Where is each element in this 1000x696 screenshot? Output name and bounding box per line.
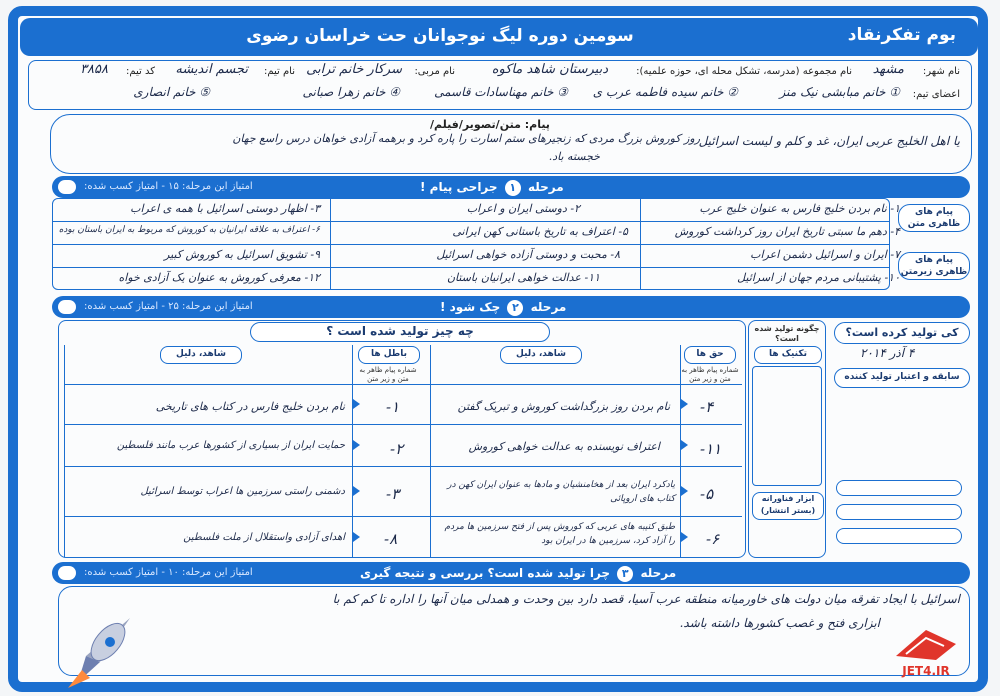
row1-truth-evidence: نام بردن روز بزرگداشت کوروش و تبریک گفتن — [457, 400, 670, 413]
member-5: ⑤ خانم انصاری — [133, 85, 210, 99]
who-value: ۴ آذر ۲۰۱۴ — [860, 346, 915, 360]
row1-false-evidence: نام بردن خلیج فارس در کتاب های تاریخی — [155, 400, 345, 413]
group-label: نام مجموعه (مدرسه، تشکل محله ای، حوزه علمیه): — [636, 66, 852, 77]
arrow-icon — [353, 440, 360, 450]
stage3-score: امتیاز این مرحله: ۱۰ - امتیاز کسب شده: — [84, 567, 253, 578]
group-value: دبیرستان شاهد ماکوه — [491, 62, 608, 77]
apparent-messages-label: پیام های ظاهری متن — [898, 204, 970, 232]
row4-false-num: ۸- — [384, 530, 398, 548]
coach-value: سرکار خانم ترابی — [306, 62, 402, 77]
s1-item-10: ۱۰- پشتیبانی مردم جهان از اسرائیل — [737, 271, 900, 284]
row3-truth-num: ۵- — [700, 485, 714, 503]
member-4: ④ خانم زهرا صبانی — [302, 85, 400, 99]
s1-item-5: ۵- اعتراف به تاریخ باستانی کهن ایرانی — [452, 225, 628, 238]
stage2-label: مرحله — [530, 300, 567, 314]
s1-item-12: ۱۲- معرفی کوروش به عنوان یک آزادی خواه — [118, 271, 320, 284]
hidden-messages-label: پیام های ظاهری زیرمتن — [898, 252, 970, 280]
row4-truth-num: ۶- — [706, 530, 720, 548]
stage1-knob — [58, 180, 76, 194]
tools-label: ابزار فناورانه (بستر انتشار) — [752, 492, 824, 520]
s1-item-2: ۲- دوستی ایران و اعراب — [466, 202, 580, 215]
row2-false-evidence: حمایت ایران از بسیاری از کشورها عرب مانند فلسطین — [116, 440, 345, 451]
row1-false-num: ۱- — [386, 398, 400, 416]
conclusion-line-2: ابزاری فتح و غصب کشورها داشته باشد. — [679, 616, 880, 630]
watermark-text: JET4.IR — [902, 664, 950, 678]
col-truths: حق ها — [684, 346, 736, 364]
answer-slot-3 — [836, 528, 962, 544]
col-falsehoods-sub: شماره پیام ظاهر به متن و زیر متن — [359, 366, 417, 383]
s1-item-9: ۹- تشویق اسرائیل به کوروش کبیر — [164, 248, 320, 261]
stage1-label: مرحله — [527, 180, 564, 194]
s1-item-7: ۷- ایران و اسرائیل دشمن اعراب — [750, 248, 900, 261]
col-truths-sub: شماره پیام ظاهر به متن و زیر متن — [681, 366, 739, 383]
col-evidence2: شاهد، دلیل — [160, 346, 242, 364]
stage1-score: امتیاز این مرحله: ۱۵ - امتیاز کسب شده: — [84, 181, 253, 192]
stage2-knob — [58, 300, 76, 314]
answer-slot-1 — [836, 480, 962, 496]
stage3-label: مرحله — [640, 566, 677, 580]
techniques-area — [752, 366, 822, 486]
coach-label: نام مربی: — [414, 66, 455, 77]
arrow-icon — [353, 486, 360, 496]
team-label: نام تیم: — [263, 66, 295, 77]
member-1: ① خانم مبابشی نیک منز — [779, 85, 900, 99]
row2-truth-num: ۱۱- — [700, 440, 722, 458]
col-falsehoods: باطل ها — [358, 346, 420, 364]
code-label: کد تیم: — [125, 66, 155, 77]
row4-truth-evidence: طبق کتیبه های عربی که کوروش پس از فتح سرزمین ها مردم را آزاد کرد، سرزمین ها در ایران بود — [444, 522, 675, 546]
conclusion-line-1: اسرائیل با ایجاد تفرقه میان دولت های خاورمیانه منطقه عرب آسیا، قصد دارد بین وحدت و همدلی میان آنها را اداره تا کم کم با — [332, 592, 960, 606]
stage1-number: ۱ — [505, 180, 521, 196]
stage2-score: امتیاز این مرحله: ۲۵ - امتیاز کسب شده: — [84, 301, 253, 312]
row2-truth-evidence: اعتراف نویسنده به عدالت خواهی کوروش — [468, 440, 660, 453]
header-bar — [20, 18, 978, 56]
s1-item-3: ۳- اظهار دوستی اسرائیل با همه ی اعراب — [130, 202, 320, 215]
city-label: نام شهر: — [922, 66, 960, 77]
watermark-logo — [886, 624, 966, 680]
team-value: تجسم اندیشه — [175, 62, 248, 77]
techniques-label: تکنیک ها — [754, 346, 822, 364]
arrow-icon — [681, 486, 688, 496]
members-label: اعضای تیم: — [912, 89, 960, 100]
row3-truth-evidence: یادکرد ایران بعد از هخامنشیان و مادها به عنوان ایران کهن در کتاب های اروپائی — [447, 480, 675, 504]
code-value: ۳۸۵۸ — [80, 62, 108, 77]
stage1-name: جراحی پیام ! — [420, 180, 498, 194]
row3-false-evidence: دشمنی راستی سرزمین ها اعراب توسط اسرائیل — [140, 486, 345, 497]
s1-item-8: ۸- محبت و دوستی آزاده خواهی اسرائیل — [436, 248, 620, 261]
stage2-number: ۲ — [507, 300, 523, 316]
col-evidence: شاهد، دلیل — [500, 346, 582, 364]
arrow-icon — [353, 532, 360, 542]
answer-slot-2 — [836, 504, 962, 520]
member-3: ③ خانم مهناسادات قاسمی — [434, 85, 568, 99]
message-text-2: روز کوروش بزرگ مردی که زنجیرهای ستم اسارت را پاره کرد و برهمه آزادی خواهان درس راسع جهان — [232, 132, 700, 145]
row1-truth-num: ۴- — [700, 398, 714, 416]
s1-item-4: ۴- دهم ما سبتی تاریخ ایران روز کرداشت کوروش — [674, 225, 900, 238]
credibility-title: سابقه و اعتبار تولید کننده — [834, 368, 970, 388]
arrow-icon — [353, 399, 360, 409]
arrow-icon — [681, 399, 688, 409]
member-2: ② خانم سیده فاطمه عرب ی — [592, 85, 738, 99]
who-title: کی تولید کرده است؟ — [834, 322, 970, 344]
page-title: سومین دوره لیگ نوجوانان حت خراسان رضوی — [246, 26, 634, 46]
arrow-icon — [681, 532, 688, 542]
watermark-icon — [886, 624, 966, 664]
message-text-1: یا اهل الخلیج عربی ایران، غد و کلم و لیست اسرائیل — [698, 134, 960, 148]
city-value: مشهد — [872, 62, 904, 77]
s1-item-1: ۱- نام بردن خلیج فارس به عنوان خلیج عرب — [699, 202, 900, 215]
arrow-icon — [681, 440, 688, 450]
stage1-title — [420, 180, 564, 196]
stage3-title — [360, 566, 676, 582]
row4-false-evidence: اهدای آزادی واستقلال از ملت فلسطین — [183, 532, 345, 543]
stage2-name: چک شود ! — [440, 300, 501, 314]
s1-item-6: ۶- اعتراف به علاقه ایرانیان به کوروش که مربوط به ایران باستان بوده — [58, 225, 320, 235]
stage3-number: ۳ — [617, 566, 633, 582]
stage2-title — [440, 300, 566, 316]
stage3-knob — [58, 566, 76, 580]
brand-title: بوم تفکرنقاد — [847, 25, 956, 45]
row2-false-num: ۲- — [390, 440, 404, 458]
row3-false-num: ۳- — [386, 485, 400, 503]
table-title: چه چیز تولید شده است ؟ — [250, 322, 550, 342]
s1-item-11: ۱۱- عدالت خواهی ایرانیان باستان — [446, 271, 600, 284]
rocket-icon — [60, 612, 150, 692]
message-text-3: خجسته باد. — [548, 150, 600, 163]
how-title: چگونه تولید شده است؟ — [754, 324, 820, 343]
message-heading: پیام: متن/تصویر/فیلم/ — [430, 118, 550, 131]
stage3-name: چرا تولید شده است؟ بررسی و نتیجه گیری — [360, 566, 611, 580]
